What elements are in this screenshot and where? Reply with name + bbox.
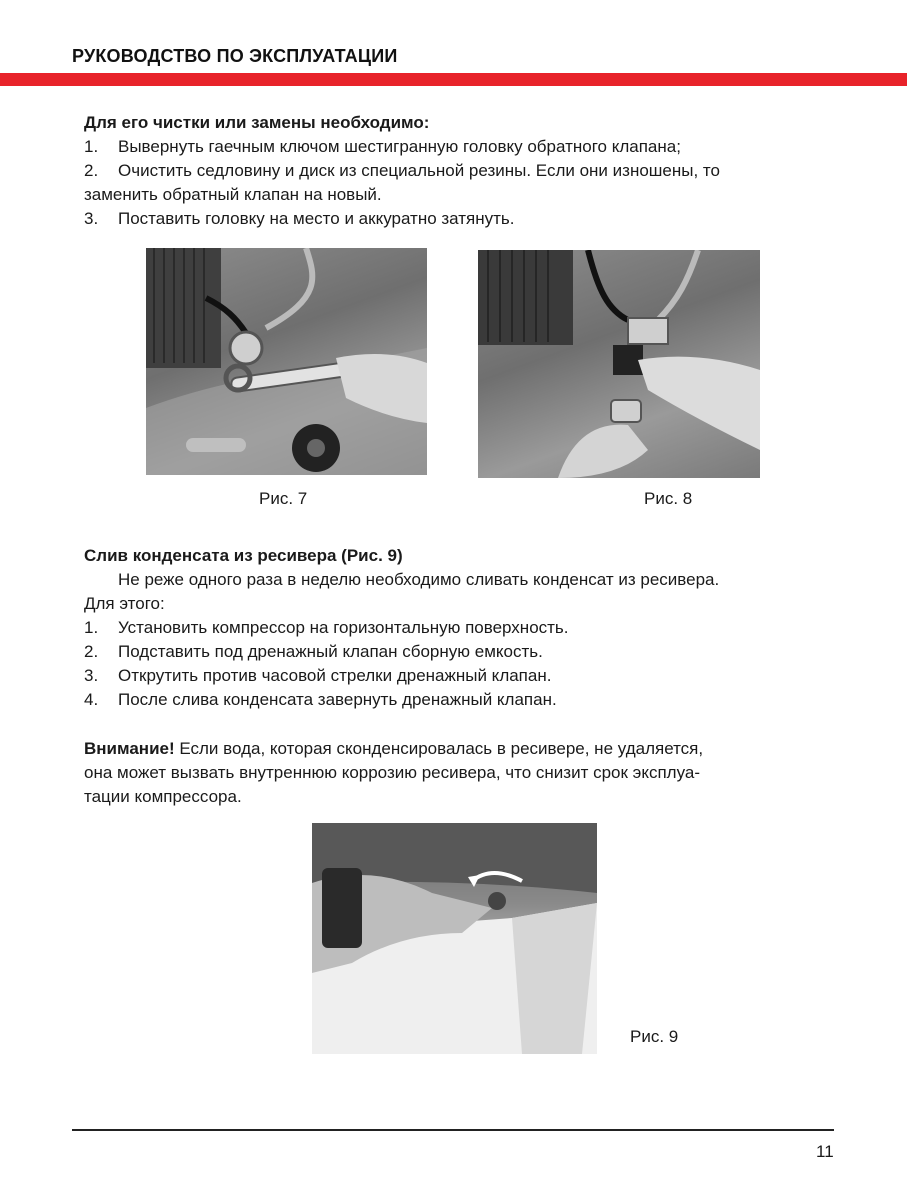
hands-holding-valve-illustration [478,250,760,478]
page-header-title: РУКОВОДСТВО ПО ЭКСПЛУАТАЦИИ [72,46,398,66]
figure-9-photo [312,823,597,1054]
section-cleaning [84,111,844,231]
list-item: 4. После слива конденсата завернуть дренажный клапан. [84,690,557,709]
list-item: 2. Подставить под дренажный клапан сборную емкость. [84,642,543,661]
warning-label: Внимание! [84,739,175,758]
list-item-continuation: заменить обратный клапан на новый. [84,185,382,204]
drain-valve-illustration [312,823,597,1054]
list-item: 1. Установить компрессор на горизонтальную поверхность. [84,618,569,637]
footer-divider [72,1129,834,1131]
wrench-on-valve-illustration [146,248,427,475]
list-item: 2. Очистить седловину и диск из специальной резины. Если они изношены, то [84,161,720,180]
list-item: 1. Вывернуть гаечным ключом шестигранную головку обратного клапана; [84,137,681,156]
list-item: 3. Открутить против часовой стрелки дренажный клапан. [84,666,552,685]
section-heading: Для его чистки или замены необходимо: [84,113,430,132]
warning-paragraph: Внимание! Если вода, которая сконденсировалась в ресивере, не удаляется, она может вызвать внутреннюю коррозию ресивера, что снизит срок эксплуа- тации компрессора. [84,739,704,806]
figure-7-caption: Рис. 7 [259,489,308,508]
section-heading: Слив конденсата из ресивера (Рис. 9) [84,546,403,565]
page-number: 11 [816,1142,834,1161]
figure-8-photo [478,250,760,478]
header-accent-bar [0,73,907,86]
paragraph-intro: Не реже одного раза в неделю необходимо сливать конденсат из ресивера. [118,570,720,589]
paragraph-intro-cont: Для этого: [84,594,165,613]
list-item: 3. Поставить головку на место и аккуратно затянуть. [84,209,515,228]
figure-7-photo [146,248,427,475]
figure-8-caption: Рис. 8 [644,489,693,508]
figure-9-caption: Рис. 9 [630,1027,679,1046]
section-condensate [84,544,844,712]
